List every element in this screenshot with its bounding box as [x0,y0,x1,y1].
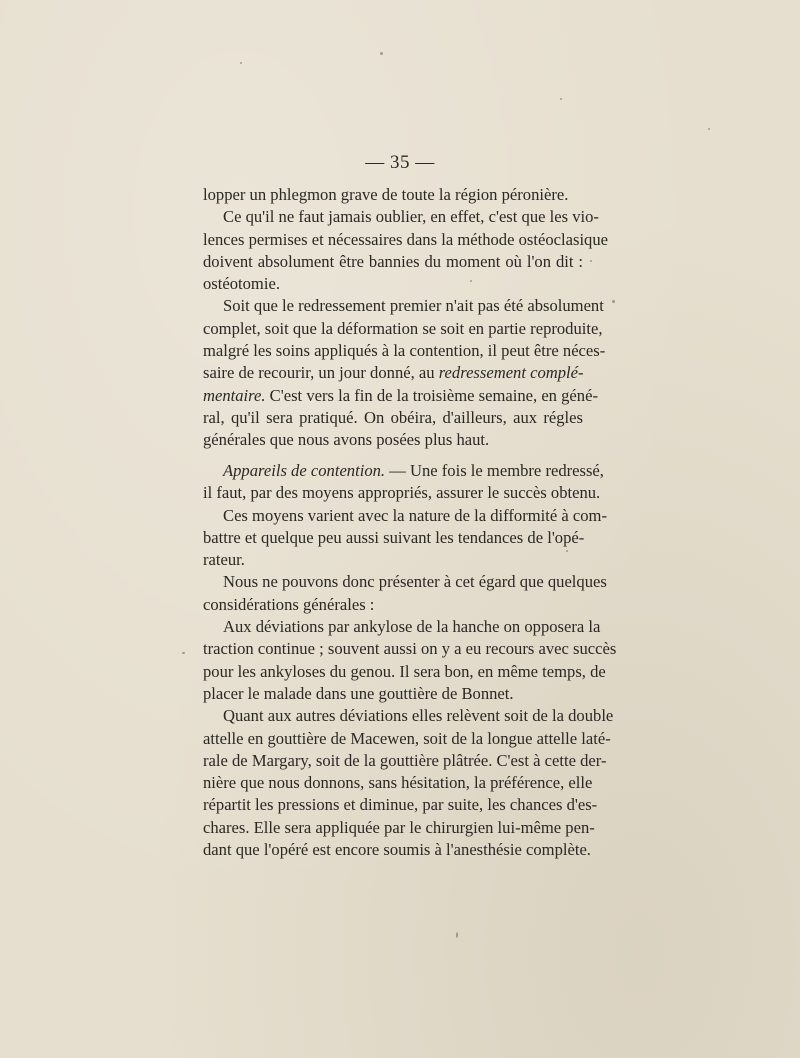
text-line: rateur. [203,550,245,570]
italic-term: mentaire. [203,385,266,405]
paper-speck [456,932,458,938]
text-line: rale de Margary, soit de la gouttière plâtrée. C'est à cette der- [203,750,607,770]
italic-term: redressement complé- [438,363,584,383]
text-line: Ces moyens varient avec la nature de la difformité à com- [223,505,607,525]
text-line: pour les ankyloses du genou. Il sera bon, en même temps, de [203,661,606,681]
text-line: nière que nous donnons, sans hésitation, la préférence, elle [203,773,593,793]
text-line: Soit que le redressement premier n'ait pas été absolument [223,296,604,316]
text-line: lences permises et nécessaires dans la méthode ostéoclasique [203,229,609,249]
text-line: complet, soit que la déformation se soit en partie reproduite, [203,318,603,338]
text-line: chares. Elle sera appliquée par le chirurgien lui-même pen- [203,817,595,837]
text-line: Ce qu'il ne faut jamais oublier, en effet, c'est que les vio- [223,207,599,227]
text-line [203,362,583,384]
text-block-lower [203,460,617,861]
text-line: générales que nous avons posées plus haut. [203,430,490,450]
text-line: considérations générales : [203,594,375,614]
text-line [203,385,598,407]
paper-speck [380,52,383,55]
text-fragment: C'est vers la fin de la troisième semaine, en géné- [265,385,598,405]
text-line: placer le malade dans une gouttière de Bonnet. [203,683,514,703]
text-line [203,460,604,482]
text-line: Aux déviations par ankylose de la hanche on opposera la [223,617,601,637]
paper-speck [566,550,568,552]
text-line: il faut, par des moyens appropriés, assurer le succès obtenu. [203,483,601,503]
text-block-upper [203,184,609,452]
paper-speck [612,300,615,303]
text-line: doivent absolument être bannies du moment où l'on dit : [203,251,583,271]
paper-speck [182,652,185,654]
text-line: battre et quelque peu aussi suivant les tendances de l'opé- [203,527,585,547]
text-fragment: — Une fois le membre redressé, [385,461,604,480]
section-heading: Appareils de contention. [223,461,386,480]
text-fragment: saire de recourir, un jour donné, au [203,363,439,383]
text-line: traction continue ; souvent aussi on y a eu recours avec succès [203,639,617,659]
paper-speck [708,128,710,130]
text-line: Quant aux autres déviations elles relèvent soit de la double [223,706,614,726]
text-line: lopper un phlegmon grave de toute la région péronière. [203,185,569,204]
page-number: — 35 — [365,152,435,173]
paper-speck [240,62,242,64]
text-line: malgré les soins appliqués à la contention, il peut être néces- [203,341,606,361]
text-line: dant que l'opéré est encore soumis à l'anesthésie complète. [203,840,591,860]
text-line: ostéotomie. [203,274,280,294]
paper-speck [560,98,562,100]
text-line: attelle en gouttière de Macewen, soit de la longue attelle laté- [203,728,611,748]
text-line: Nous ne pouvons donc présenter à cet égard que quelques [223,572,607,592]
text-line: répartit les pressions et diminue, par suite, les chances d'es- [203,795,598,815]
text-line: ral, qu'il sera pratiqué. On obéira, d'ailleurs, aux régles [203,407,583,427]
paper-speck [590,260,592,262]
paper-speck [470,280,472,282]
